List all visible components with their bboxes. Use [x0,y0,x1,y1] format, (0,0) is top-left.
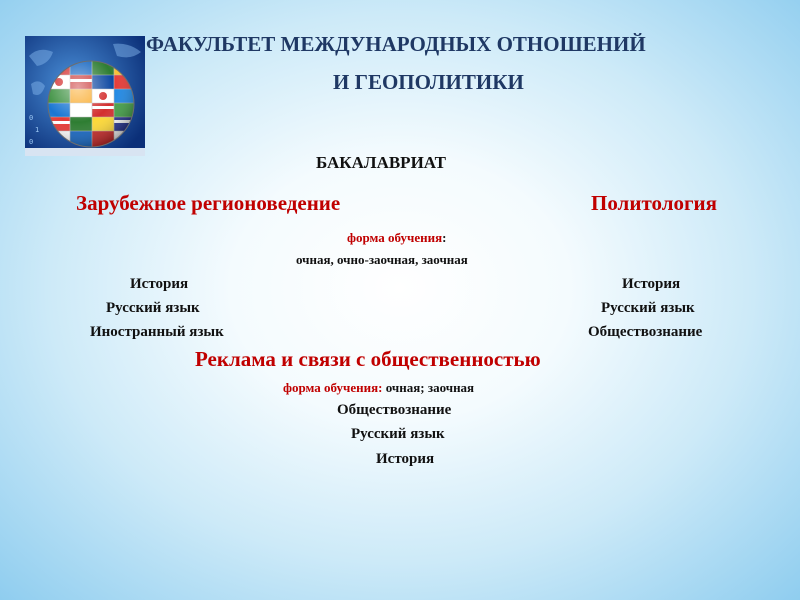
level-heading: БАКАЛАВРИАТ [316,153,446,172]
faculty-title-line1: ФАКУЛЬТЕТ МЕЖДУНАРОДНЫХ ОТНОШЕНИЙ [146,32,646,56]
right-subject-2: Русский язык [601,300,695,316]
faculty-title-line2: И ГЕОПОЛИТИКИ [333,70,524,94]
center-form-label: форма обучения: [283,380,386,395]
right-subject-1: История [622,276,681,292]
center-form [283,380,474,396]
program-left-name: Зарубежное регионоведение [76,191,341,215]
svg-text:0: 0 [29,138,34,146]
left-subject-2: Русский язык [106,300,200,316]
left-subject-3: Иностранный язык [90,324,224,340]
shared-form-colon: : [442,230,447,245]
center-subject-2: Русский язык [351,426,445,442]
center-subject-1: Обществознание [337,402,452,418]
left-subject-1: История [130,276,189,292]
center-form-value: очная; заочная [385,380,475,395]
svg-text:1: 1 [35,126,40,134]
center-subject-3: История [376,451,435,467]
svg-text:0: 0 [29,114,34,122]
right-subject-3: Обществознание [588,324,703,340]
shared-form-value: очная, очно-заочная, заочная [296,252,468,267]
program-center-name: Реклама и связи с общественностью [195,347,541,371]
globe-flags-logo [25,36,145,156]
shared-form-label [347,230,447,246]
shared-form-label-text: форма обучения [347,230,443,245]
program-right-name: Политология [591,191,717,215]
